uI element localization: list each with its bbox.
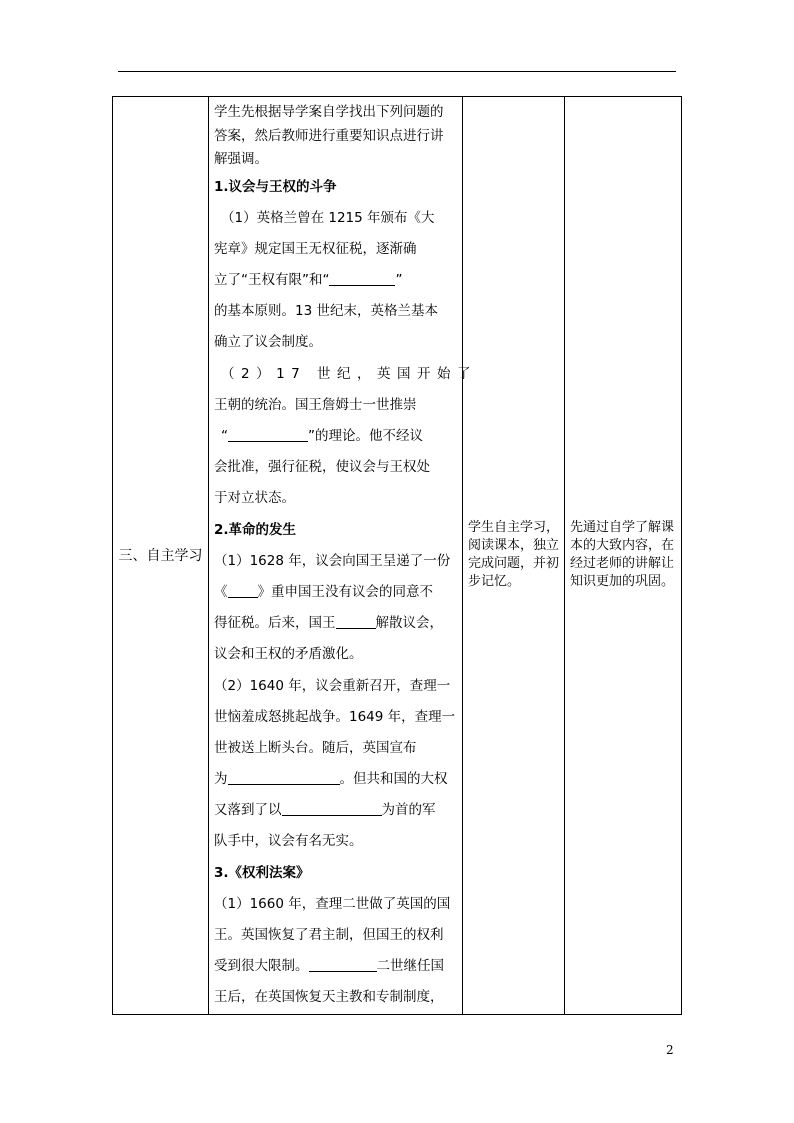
text-segment: 又落到了以 bbox=[214, 802, 282, 819]
text-segment: 得征税。后来，国王 bbox=[214, 615, 336, 632]
section-label-cell bbox=[113, 97, 209, 1015]
para-line: 确立了议会制度。 bbox=[214, 334, 322, 351]
para-line bbox=[209, 577, 462, 608]
text-segment: “ bbox=[221, 428, 228, 444]
para-line: （1）英格兰曾在 1215 年颁布《大 bbox=[221, 209, 435, 226]
table-row bbox=[113, 97, 682, 1015]
para-line: 于对立状态。 bbox=[214, 490, 295, 507]
para-line: 世恼羞成怒挑起战争。1649 年，查理一 bbox=[214, 708, 456, 725]
text-segment: ” bbox=[395, 272, 403, 289]
heading-1: 1.议会与王权的斗争 bbox=[214, 178, 337, 195]
para-line bbox=[209, 764, 462, 795]
text-segment: ”的理论。他不经议 bbox=[308, 428, 423, 444]
para-line: 王朝的统治。国王詹姆士一世推崇 bbox=[214, 396, 417, 413]
para-line: 宪章》规定国王无权征税，逐渐确 bbox=[214, 240, 417, 257]
text-segment: 。但共和国的大权 bbox=[339, 771, 448, 788]
para-line: 队手中，议会有名无实。 bbox=[214, 833, 363, 850]
fill-blank bbox=[228, 427, 308, 442]
text-segment: 为首的军 bbox=[381, 802, 436, 819]
heading-2: 2.革命的发生 bbox=[214, 521, 297, 538]
para-line bbox=[209, 951, 462, 982]
header-rule bbox=[118, 71, 676, 72]
design-intent-cell bbox=[565, 97, 682, 1015]
para-line: 的基本原则。13 世纪末，英格兰基本 bbox=[214, 303, 438, 320]
text-segment: 二世继任国 bbox=[376, 958, 444, 975]
para-line: （1）1628 年，议会向国王呈递了一份 bbox=[214, 552, 451, 569]
intro-line: 解强调。 bbox=[214, 151, 268, 167]
intro-line: 答案，然后教师进行重要知识点进行讲 bbox=[214, 127, 444, 144]
text-segment: 《 bbox=[214, 583, 228, 600]
teacher-content-cell bbox=[209, 97, 478, 1015]
para-line bbox=[209, 608, 462, 639]
fill-blank bbox=[309, 957, 377, 972]
fill-blank bbox=[329, 271, 395, 286]
design-intent-text: 先通过自学了解课本的大致内容，在经过老师的讲解让知识更加的巩固。 bbox=[570, 520, 675, 590]
fill-blank bbox=[228, 770, 340, 785]
text-segment: 解散议会， bbox=[375, 615, 443, 632]
para-line: （2）1640 年，议会重新召开，查理一 bbox=[214, 677, 451, 694]
text-segment: 》重申国王没有议会的同意不 bbox=[257, 583, 433, 600]
text-segment: 受到很大限制。 bbox=[214, 958, 309, 975]
text-segment: 为 bbox=[214, 771, 228, 788]
page-number: 2 bbox=[666, 1043, 674, 1057]
fill-blank bbox=[282, 801, 382, 816]
para-line: 王。英国恢复了君主制，但国王的权利 bbox=[214, 927, 444, 943]
para-line: 议会和王权的矛盾激化。 bbox=[214, 646, 363, 663]
para-line: （1）1660 年，查理二世做了英国的国 bbox=[214, 895, 451, 912]
student-activity-cell bbox=[463, 97, 565, 1015]
para-line bbox=[209, 795, 462, 826]
section-label: 三、自主学习 bbox=[118, 548, 203, 565]
para-line bbox=[209, 265, 462, 296]
intro-line: 学生先根据导学案自学找出下列问题的 bbox=[214, 104, 444, 120]
para-line: 王后，在英国恢复天主教和专制制度， bbox=[214, 989, 444, 1006]
fill-blank bbox=[228, 583, 258, 598]
lesson-plan-table bbox=[112, 96, 682, 1015]
student-activity-text: 学生自主学习，阅读课本，独立完成问题，并初步记忆。 bbox=[468, 520, 560, 590]
text-segment: （2）17 世纪，英国开始了 bbox=[221, 365, 478, 382]
fill-blank bbox=[336, 614, 376, 629]
para-line: 世被送上断头台。随后，英国宣布 bbox=[214, 739, 417, 756]
para-line bbox=[209, 359, 478, 390]
para-line bbox=[209, 421, 462, 452]
para-line: 会批准，强行征税，使议会与王权处 bbox=[214, 459, 430, 476]
text-segment: 立了“王权有限”和“ bbox=[214, 272, 330, 289]
heading-3: 3.《权利法案》 bbox=[214, 864, 310, 881]
